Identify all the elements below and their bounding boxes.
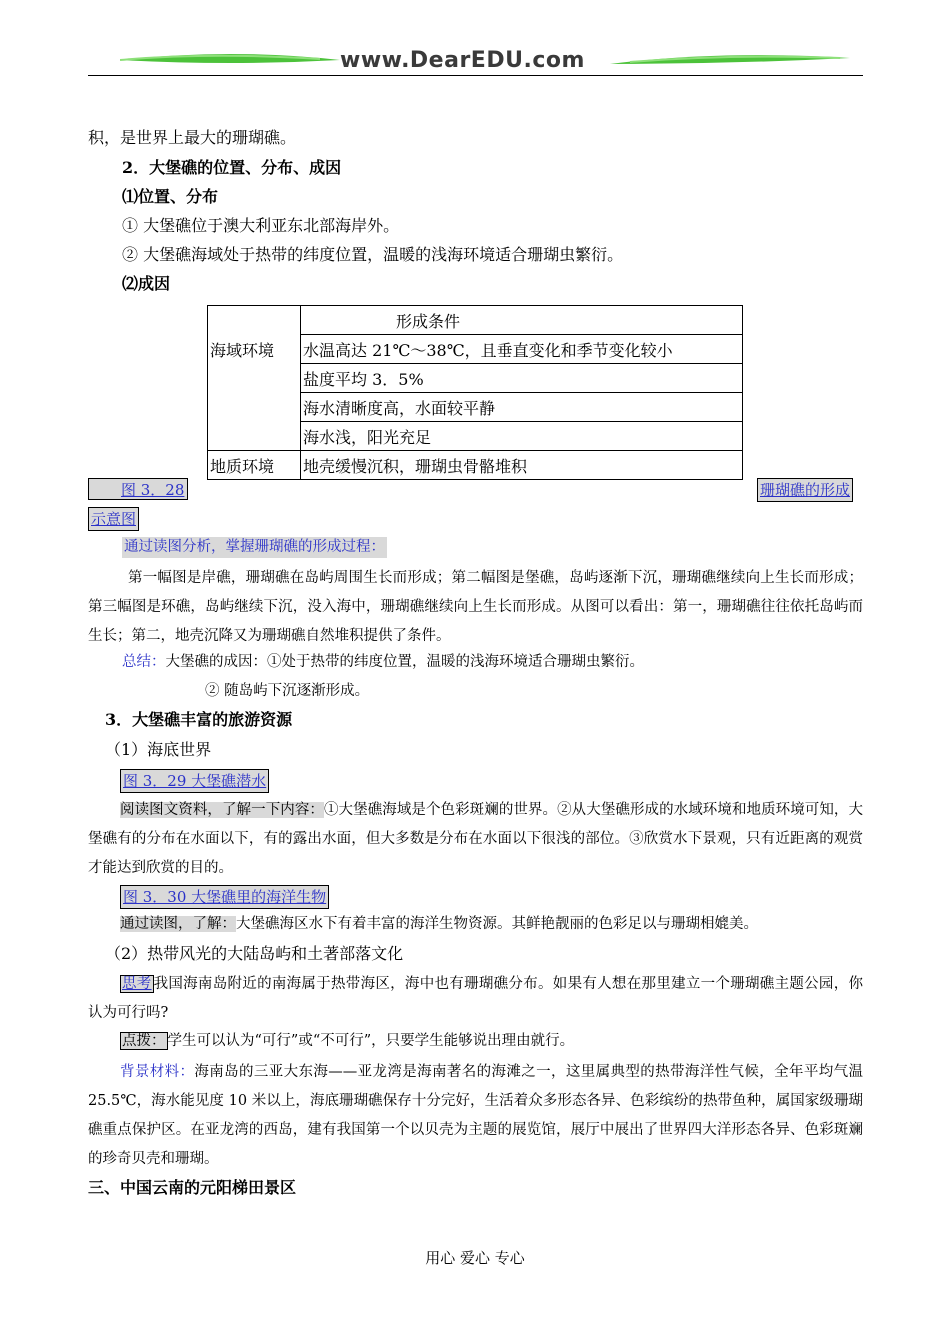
summary-label: 总结： — [122, 654, 166, 670]
reading-body: ①大堡礁海域是个色彩斑斓的世界。②从大堡礁形成的水域环境和地质环境可知，大堡礁有的分布在水面以下，有的露出水面，但大多数是分布在水面以下很浅的部位。③欣赏水下景观，只有近距离的观赏才能达到欣赏的目的。 — [88, 802, 864, 876]
subheading: （1）海底世界 — [105, 740, 212, 759]
analysis-prompt: 通过读图分析，掌握珊瑚礁的形成过程： — [122, 537, 387, 558]
table-cell: 盐度平均 3．5% — [301, 364, 743, 393]
text-line: 积，是世界上最大的珊瑚礁。 — [88, 128, 297, 147]
table-header-cell: 形成条件 — [301, 306, 743, 335]
table-row — [208, 451, 743, 480]
table-row — [208, 335, 743, 364]
heading-2a: ⑴位置、分布 — [122, 187, 219, 206]
table-cell: 海水清晰度高，水面较平静 — [301, 393, 743, 422]
summary-line-2: ② 随岛屿下沉逐渐形成。 — [205, 683, 370, 699]
background-paragraph — [88, 1058, 863, 1174]
heading-2: 2．大堡礁的位置、分布、成因 — [122, 158, 342, 177]
table-group-cell: 海域环境 — [208, 335, 301, 364]
table-cell — [208, 422, 301, 451]
table-cell — [208, 364, 301, 393]
summary-text: 大堡礁的成因：①处于热带的纬度位置，温暖的浅海环境适合珊瑚虫繁衍。 — [165, 654, 644, 670]
footer-text: 用心 爱心 专心 — [425, 1249, 525, 1267]
list-item: ② 大堡礁海域处于热带的纬度位置，温暖的浅海环境适合珊瑚虫繁衍。 — [122, 245, 624, 264]
background-body: 海南岛的三亚大东海——亚龙湾是海南著名的海滩之一，这里属典型的热带海洋性气候，全年平均气温 25.5℃，海水能见度 10 米以上，海底珊瑚礁保存十分完好，生活着众多形态各异、色彩缤纷的热带鱼种，属国家级珊瑚礁重点保护区。在亚龙湾的西岛，建有我国第一个以贝壳为主题的展览馆，展厅中展出了世界四大洋形态各异、色彩斑斓的珍奇贝壳和珊瑚。 — [88, 1064, 863, 1167]
heading-2b: ⑵成因 — [122, 274, 171, 293]
site-logo-text: www.DearEDU.com — [340, 48, 585, 73]
table-row — [208, 393, 743, 422]
figure-note — [120, 914, 758, 935]
hint-body: 学生可以认为“可行”或“不可行”，只要学生能够说出理由就行。 — [167, 1033, 575, 1049]
table-cell — [208, 306, 301, 335]
reading-paragraph — [88, 796, 863, 883]
table-row — [208, 364, 743, 393]
heading-3: 3．大堡礁丰富的旅游资源 — [105, 710, 293, 729]
think-label[interactable]: 思考 — [122, 976, 152, 992]
table-cell: 地壳缓慢沉积，珊瑚虫骨骼堆积 — [301, 451, 743, 480]
table-cell: 海水浅，阳光充足 — [301, 422, 743, 451]
figure-caption-link[interactable]: 图 3．29 大堡礁潜水 — [120, 769, 269, 793]
subheading: （2）热带风光的大陆岛屿和土著部落文化 — [105, 944, 404, 963]
list-item: ① 大堡礁位于澳大利亚东北部海岸外。 — [122, 216, 400, 235]
think-body: 我国海南岛附近的南海属于热带海区，海中也有珊瑚礁分布。如果有人想在那里建立一个珊瑚礁主题公园，你认为可行吗? — [88, 976, 864, 1021]
analysis-body: 第一幅图是岸礁，珊瑚礁在岛屿周围生长而形成；第二幅图是堡礁，岛屿逐渐下沉，珊瑚礁继续向上生长而形成；第三幅图是环礁，岛屿继续下沉，没入海中，珊瑚礁继续向上生长而形成。从图可以看出：第一，珊瑚礁往往依托岛屿而生长；第二，地壳沉降又为珊瑚礁自然堆积提供了条件。 — [88, 570, 863, 644]
figure-note-body: 大堡礁海区水下有着丰富的海洋生物资源。其鲜艳靓丽的色彩足以与珊瑚相媲美。 — [236, 916, 758, 932]
table-row — [208, 422, 743, 451]
figure-caption-link[interactable]: 示意图 — [88, 507, 139, 531]
table-cell — [208, 393, 301, 422]
table-group-cell: 地质环境 — [208, 451, 301, 480]
section-heading: 三、中国云南的元阳梯田景区 — [88, 1178, 297, 1197]
figure-caption-link[interactable]: 图 3．28 — [88, 478, 188, 500]
figure-caption-link[interactable]: 珊瑚礁的形成 — [757, 478, 853, 502]
think-paragraph — [88, 970, 863, 1028]
header-rule — [88, 75, 863, 76]
hint-label: 点拨： — [122, 1033, 166, 1049]
hint-line — [120, 1031, 574, 1052]
table-cell: 水温高达 21℃～38℃，且垂直变化和季节变化较小 — [301, 335, 743, 364]
formation-conditions-table — [207, 305, 743, 480]
table-row — [208, 306, 743, 335]
background-label: 背景材料： — [120, 1064, 195, 1080]
summary-line — [122, 652, 644, 673]
reading-label: 阅读图文资料，了解一下内容： — [120, 802, 324, 818]
figure-note-label: 通过读图，了解： — [120, 916, 236, 932]
figure-caption-link[interactable]: 图 3．30 大堡礁里的海洋生物 — [120, 885, 329, 909]
